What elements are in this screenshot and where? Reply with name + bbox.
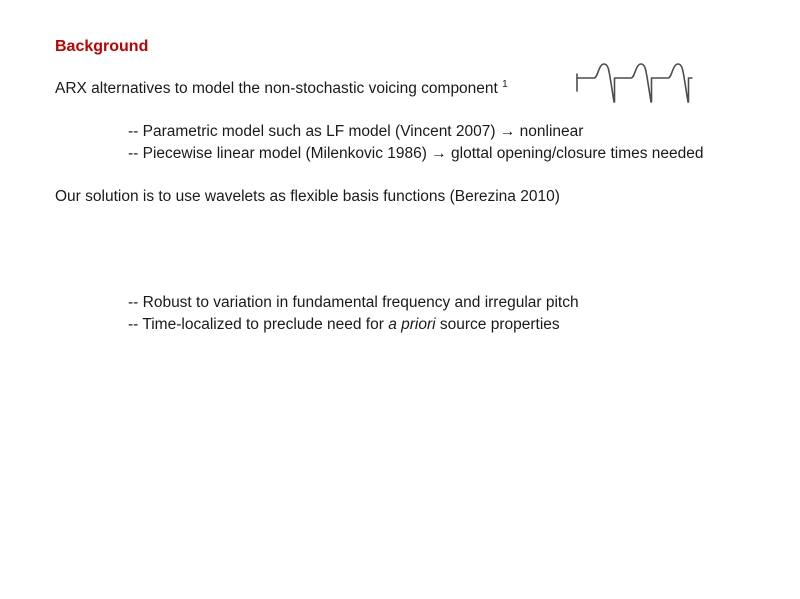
intro-line [55,80,508,98]
bullet-time-localized-pre: -- Time-localized to preclude need for [128,316,389,333]
bullet-time-localized-italic: a priori [388,316,436,333]
wavelet-benefits-bullets [128,292,579,336]
model-alternatives-bullets [128,121,704,165]
intro-text: ARX alternatives to model the non-stochastic voicing component [55,80,503,97]
footnote-marker: 1 [502,78,508,90]
bullet-time-localized-post: source properties [435,316,560,333]
bullet-piecewise-model: -- Piecewise linear model (Milenkovic 1986) → glottal opening/closure times needed [128,145,704,162]
bullet-time-localized [128,314,579,336]
slide-heading: Background [55,38,149,55]
bullet-robust: -- Robust to variation in fundamental frequency and irregular pitch [128,294,579,311]
solution-line: Our solution is to use wavelets as flexible basis functions (Berezina 2010) [55,188,560,205]
glottal-pulse-waveform-icon [574,56,694,108]
bullet-parametric-model: -- Parametric model such as LF model (Vincent 2007) → nonlinear [128,123,584,140]
